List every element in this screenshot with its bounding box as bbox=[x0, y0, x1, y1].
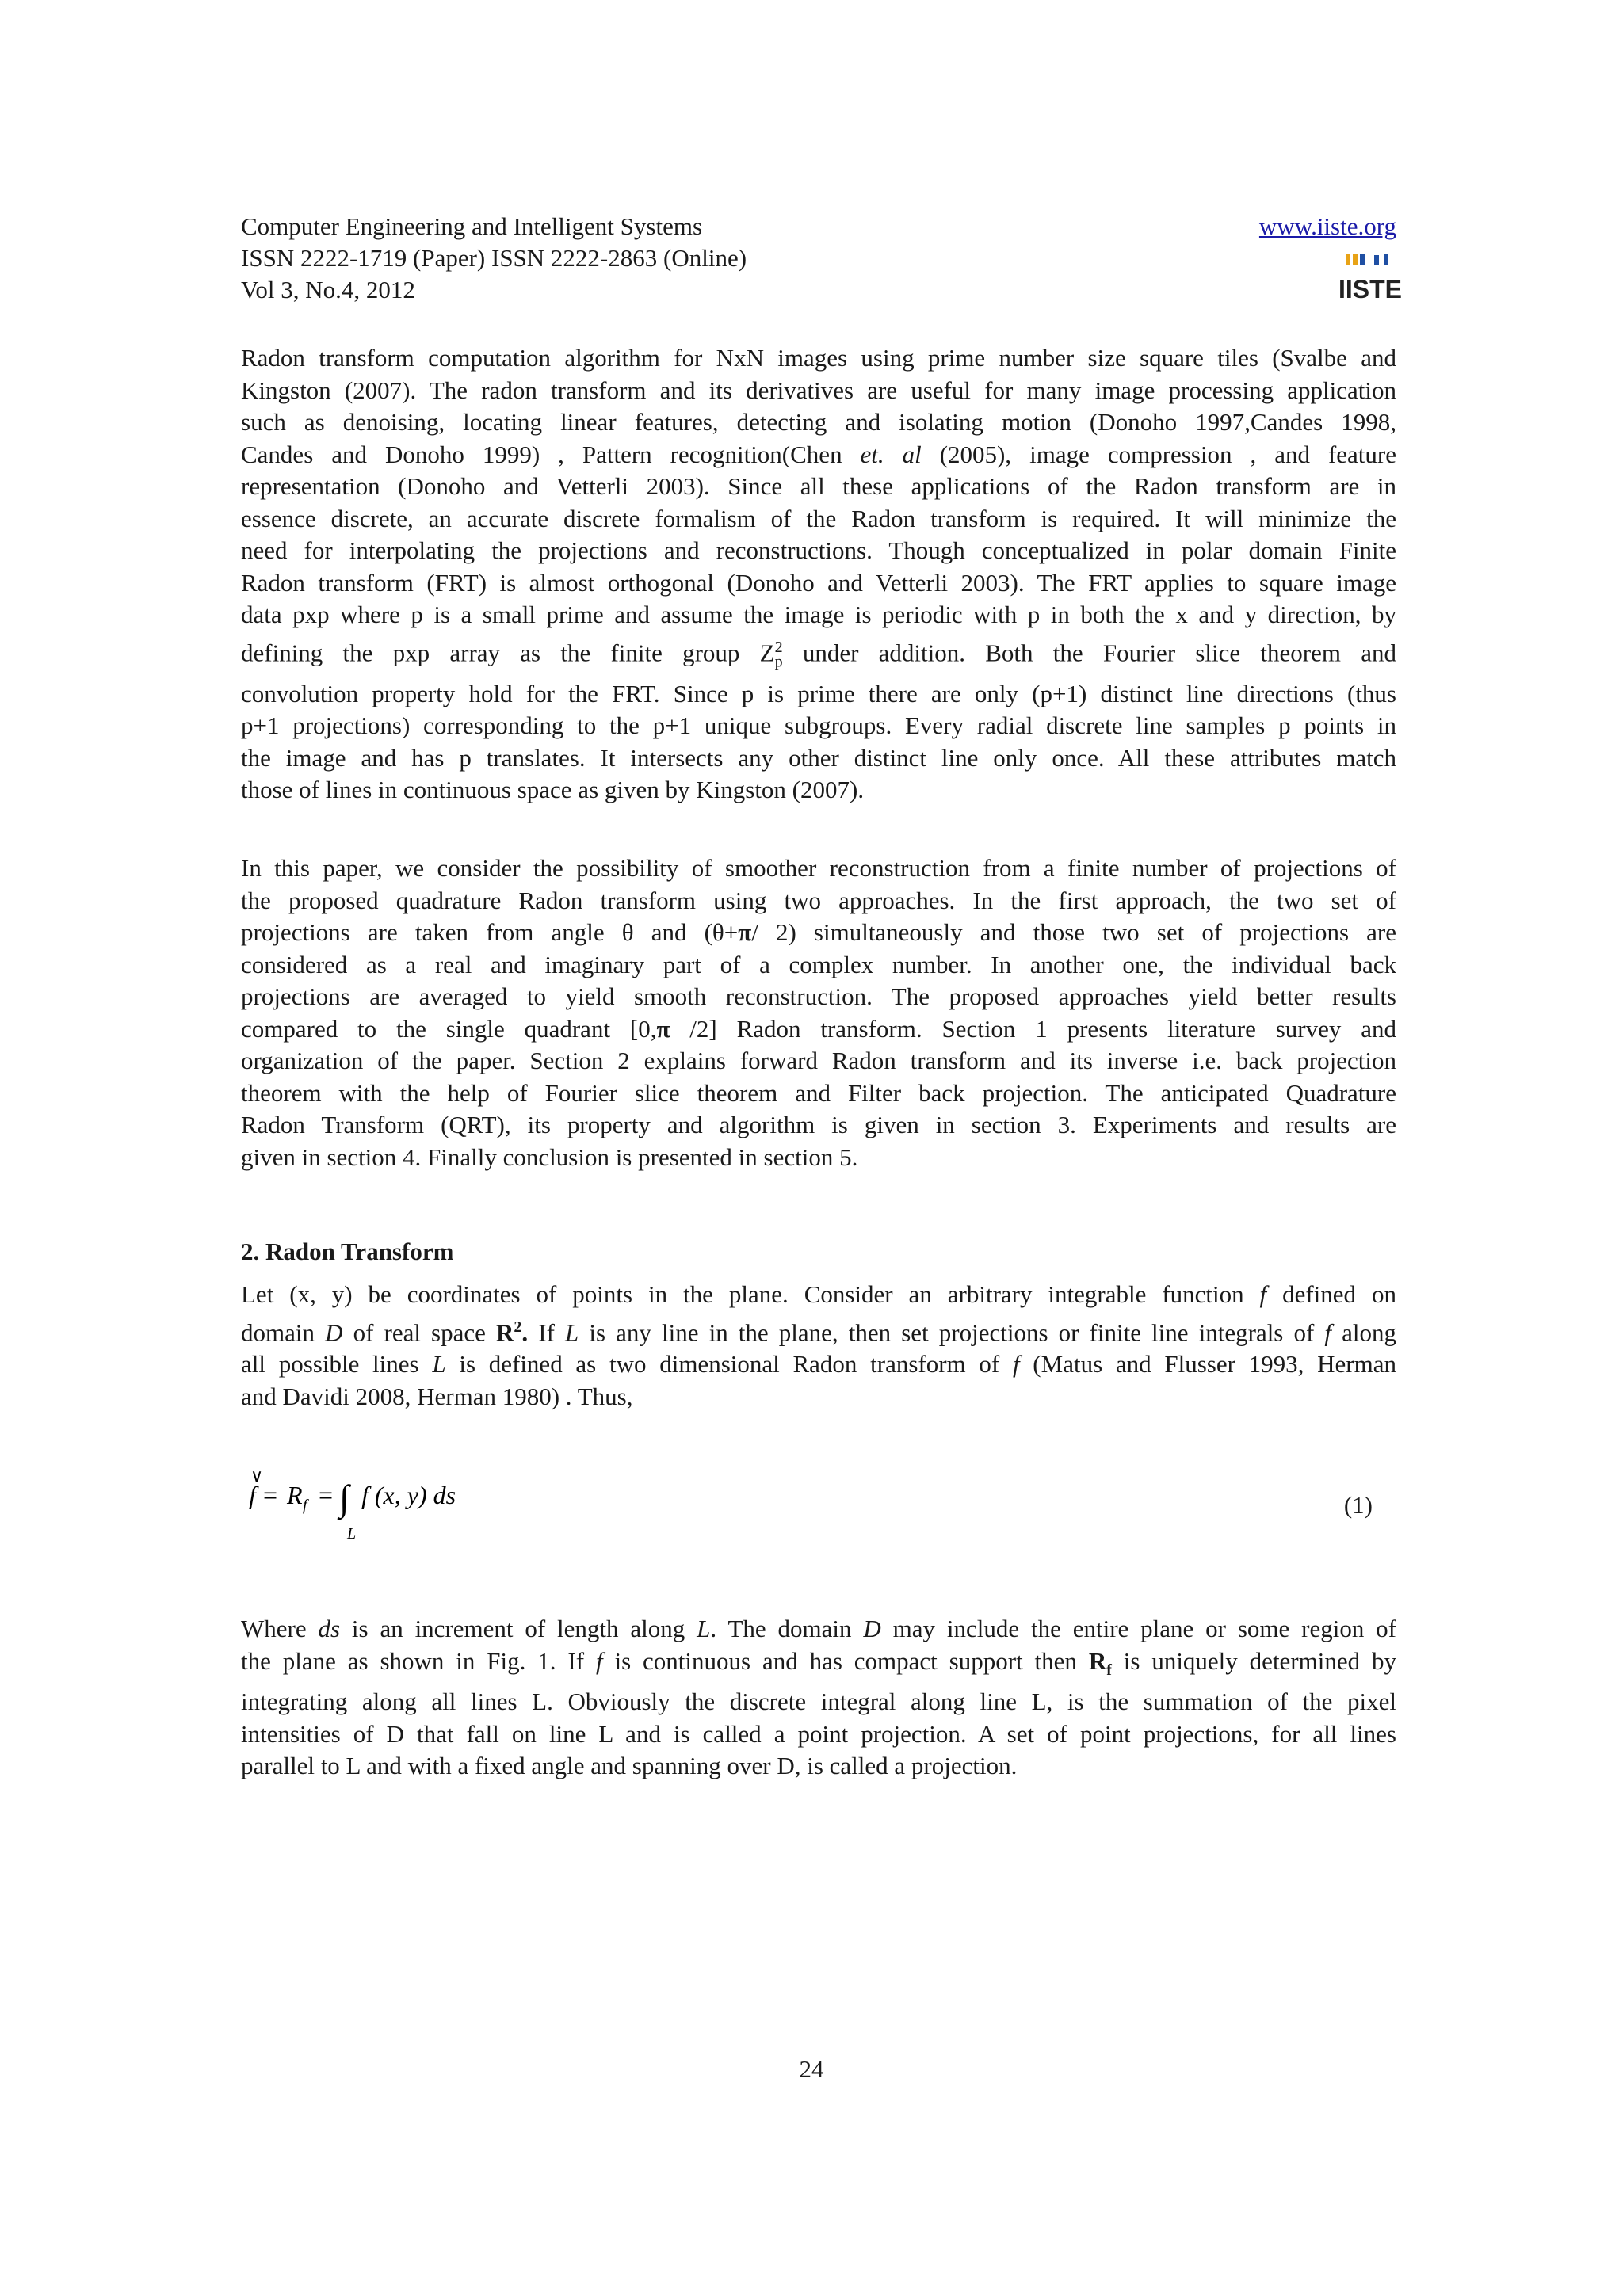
svg-text:∨: ∨ bbox=[250, 1466, 264, 1486]
journal-header bbox=[241, 211, 1403, 306]
svg-text:f: f bbox=[249, 1481, 256, 1509]
svg-text:∫: ∫ bbox=[339, 1478, 349, 1518]
paragraph-contributions bbox=[241, 852, 1396, 1173]
text-line: Radon transform computation algorithm for NxN images using prime number size square tiles (Svalbe and bbox=[241, 344, 1396, 372]
text-line: domain D of real space $R^2$. If L is any line in the plane, then set projections or finite line integrals of f along bbox=[241, 1318, 1397, 1346]
issn-line: ISSN 2222-1719 (Paper) ISSN 2222-2863 (Online) bbox=[241, 244, 747, 272]
svg-text:=: = bbox=[263, 1481, 278, 1509]
equation-formula bbox=[241, 1466, 495, 1558]
text-line: need for interpolating the projections and reconstructions. Though conceptualized in polar domain Finite bbox=[241, 536, 1396, 564]
svg-text:L: L bbox=[347, 1525, 357, 1543]
text-line: defining the pxp array as the finite group $Z_p^2$ under addition. Both the Fourier slice theorem and bbox=[241, 638, 1396, 671]
text-line: projections are taken from angle θ and (θ+π/ 2) simultaneously and those two set of projections are bbox=[241, 918, 1397, 946]
iiste-logo bbox=[1338, 252, 1403, 304]
text-line: those of lines in continuous space as given by Kingston (2007). bbox=[241, 776, 865, 804]
text-line: Radon transform (FRT) is almost orthogonal (Donoho and Vetterli 2003). The FRT applies to square image bbox=[241, 568, 1396, 597]
svg-text:=: = bbox=[319, 1481, 334, 1509]
paragraph-intro-continued bbox=[241, 342, 1396, 807]
text-line: organization of the paper. Section 2 explains forward Radon transform and its inverse i.e. back projection bbox=[241, 1047, 1396, 1074]
text-line: the plane as shown in Fig. 1. If f is continuous and has compact support then $R_f$ is uniquely determined by bbox=[241, 1646, 1397, 1679]
text-line: all possible lines L is defined as two dimensional Radon transform of f (Matus and Flusser 1993, Herman bbox=[241, 1350, 1396, 1379]
text-line: Kingston (2007). The radon transform and its derivatives are useful for many image processing application bbox=[241, 376, 1396, 404]
text-line: considered as a real and imaginary part of a complex number. In another one, the individual back bbox=[241, 950, 1396, 978]
website-link[interactable]: www.iiste.org bbox=[1258, 212, 1396, 240]
text-line: Let (x, y) be coordinates of points in the plane. Consider an arbitrary integrable function f defined on bbox=[241, 1280, 1396, 1308]
text-line: compared to the single quadrant [0,π /2] Radon transform. Section 1 presents literature survey and bbox=[241, 1014, 1396, 1043]
paragraph-projection bbox=[241, 1613, 1396, 1783]
text-line: data pxp where p is a small prime and assume the image is periodic with p in both the x and y direction, by bbox=[241, 601, 1396, 628]
text-line: p+1 projections) corresponding to the p+1 unique subgroups. Every radial discrete line samples p points in bbox=[241, 711, 1396, 740]
equation-number: (1) bbox=[1343, 1491, 1373, 1519]
text-line: essence discrete, an accurate discrete formalism of the Radon transform is required. It will minimize the bbox=[241, 504, 1396, 532]
section-heading: 2. Radon Transform bbox=[241, 1238, 454, 1265]
paragraph-radon-definition bbox=[241, 1279, 1396, 1413]
svg-text:IISTE: IISTE bbox=[1338, 275, 1403, 303]
text-line: projections are averaged to yield smooth reconstruction. The proposed approaches yield better results bbox=[241, 982, 1396, 1010]
text-line: convolution property hold for the FRT. Since p is prime there are only (p+1) distinct line directions (thus bbox=[241, 679, 1396, 707]
svg-text:f (x, y) ds: f (x, y) ds bbox=[361, 1481, 456, 1509]
svg-text:R: R bbox=[287, 1481, 303, 1509]
text-line: representation (Donoho and Vetterli 2003). Since all these applications of the Radon transform are in bbox=[241, 472, 1396, 500]
volume-line: Vol 3, No.4, 2012 bbox=[241, 276, 415, 303]
text-line: parallel to L and with a fixed angle and spanning over D, is called a projection. bbox=[241, 1752, 1018, 1780]
text-line: Candes and Donoho 1999) , Pattern recognition(Chen et. al (2005), image compression , and feature bbox=[241, 440, 1396, 468]
journal-title: Computer Engineering and Intelligent Systems bbox=[241, 212, 703, 240]
text-line: Where ds is an increment of length along L. The domain D may include the entire plane or some region of bbox=[241, 1615, 1396, 1642]
text-line: the image and has p translates. It intersects any other distinct line only once. All these attributes match bbox=[241, 743, 1396, 772]
text-line: the proposed quadrature Radon transform using two approaches. In the first approach, the two set of bbox=[241, 886, 1396, 914]
text-line: integrating along all lines L. Obviously the discrete integral along line L, is the summation of the pixel bbox=[241, 1688, 1396, 1716]
text-line: In this paper, we consider the possibility of smoother reconstruction from a finite number of projections of bbox=[241, 854, 1396, 882]
equation-1 bbox=[241, 1466, 1396, 1558]
svg-text:f: f bbox=[303, 1497, 307, 1514]
text-line: Radon Transform (QRT), its property and algorithm is given in section 3. Experiments and results are bbox=[241, 1111, 1396, 1138]
text-line: intensities of D that fall on line L and is called a point projection. A set of point projections, for all lines bbox=[241, 1719, 1396, 1748]
text-line: and Davidi 2008, Herman 1980) . Thus, bbox=[241, 1382, 633, 1410]
page-number: 24 bbox=[799, 2055, 824, 2083]
text-line: given in section 4. Finally conclusion is presented in section 5. bbox=[241, 1142, 858, 1171]
text-line: theorem with the help of Fourier slice theorem and Filter back projection. The anticipated Quadrature bbox=[241, 1078, 1396, 1107]
text-line: such as denoising, locating linear features, detecting and isolating motion (Donoho 1997,Candes 1998, bbox=[241, 408, 1396, 436]
